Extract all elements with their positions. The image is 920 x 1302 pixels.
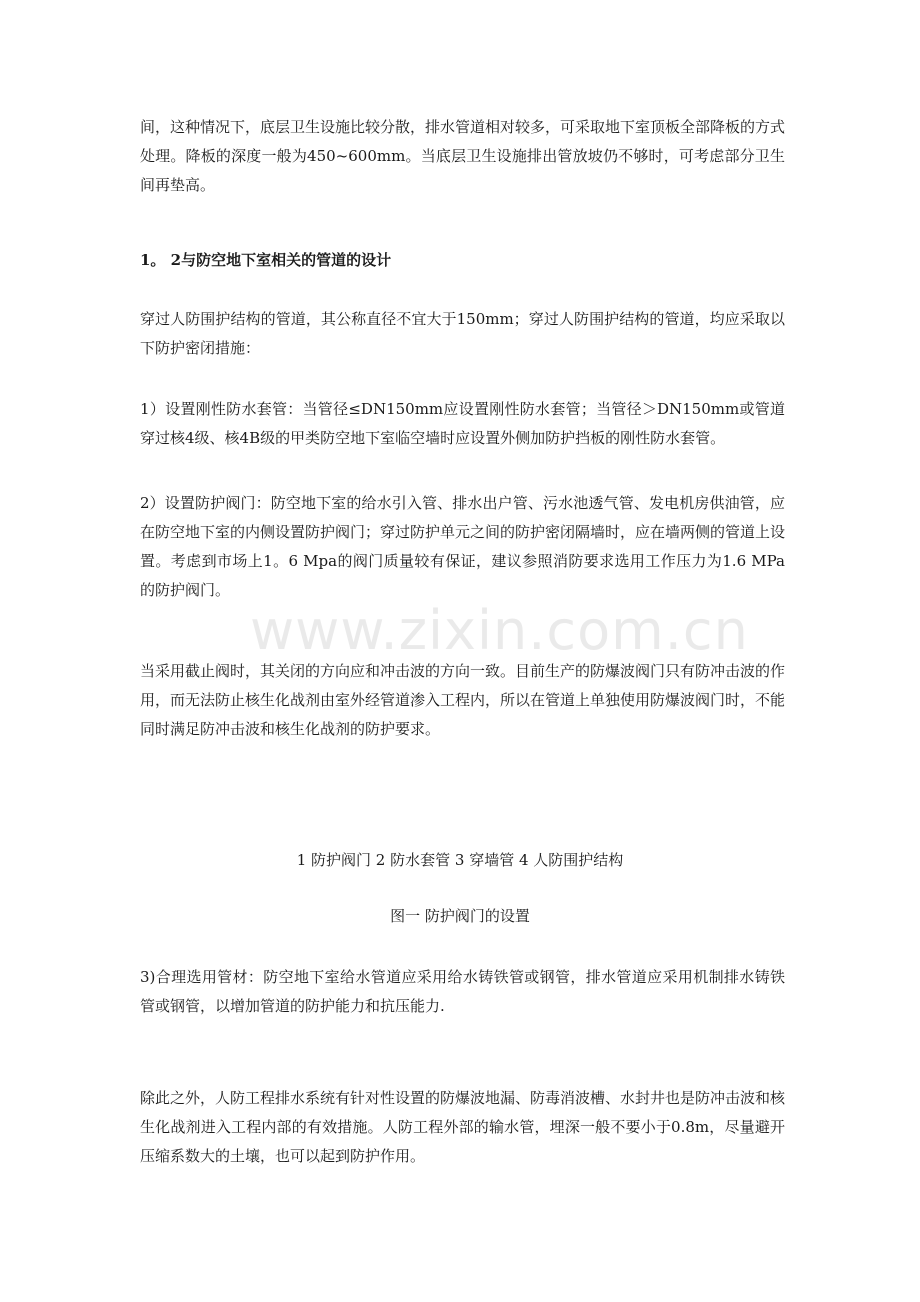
paragraph-other-measures: 除此之外，人防工程排水系统有针对性设置的防爆波地漏、防毒消波槽、水封井也是防冲击波和核生化战剂进入工程内部的有效措施。人防工程外部的输水管，埋深一般不要小于0.8m，尽量避开压缩系数大的土壤，也可以起到防护作用。 [140, 1089, 786, 1165]
watermark: www.zixin.com.cn [250, 599, 749, 662]
paragraph-waterproof-sleeve: 1）设置刚性防水套管：当管径≤DN150mm应设置刚性防水套管；当管径＞DN150mm或管道穿过核4级、核4B级的甲类防空地下室临空墙时应设置外侧加防护挡板的刚性防水套管。 [140, 400, 785, 447]
paragraph-floor-drop: 间，这种情况下，底层卫生设施比较分散，排水管道相对较多，可采取地下室顶板全部降板的方式处理。降板的深度一般为450~600mm。当底层卫生设施排出管放坡仍不够时，可考虑部分卫生间再垫高。 [140, 118, 786, 194]
figure-caption: 图一 防护阀门的设置 [390, 907, 530, 925]
paragraph-stop-valve: 当采用截止阀时，其关闭的方向应和冲击波的方向一致。目前生产的防爆波阀门只有防冲击波的作用，而无法防止核生化战剂由室外经管道渗入工程内，所以在管道上单独使用防爆波阀门时，不能同时满足防冲击波和核生化战剂的防护要求。 [140, 662, 786, 738]
paragraph-pipe-diameter: 穿过人防围护结构的管道，其公称直径不宜大于150mm；穿过人防围护结构的管道，均应采取以下防护密闭措施： [140, 310, 785, 357]
paragraph-protective-valve: 2）设置防护阀门：防空地下室的给水引入管、排水出户管、污水池透气管、发电机房供油管，应在防空地下室的内侧设置防护阀门；穿过防护单元之间的防护密闭隔墙时，应在墙两侧的管道上设置。考虑到市场上1。6 Mpa的阀门质量较有保证，建议参照消防要求选用工作压力为1.6 MPa的防护阀门。 [140, 494, 786, 599]
figure-legend: 1 防护阀门 2 防水套管 3 穿墙管 4 人防围护结构 [296, 851, 624, 869]
section-heading: 1。 2与防空地下室相关的管道的设计 [140, 251, 392, 269]
paragraph-pipe-material: 3)合理选用管材：防空地下室给水管道应采用给水铸铁管或钢管，排水管道应采用机制排水铸铁管或钢管，以增加管道的防护能力和抗压能力. [140, 968, 785, 1015]
